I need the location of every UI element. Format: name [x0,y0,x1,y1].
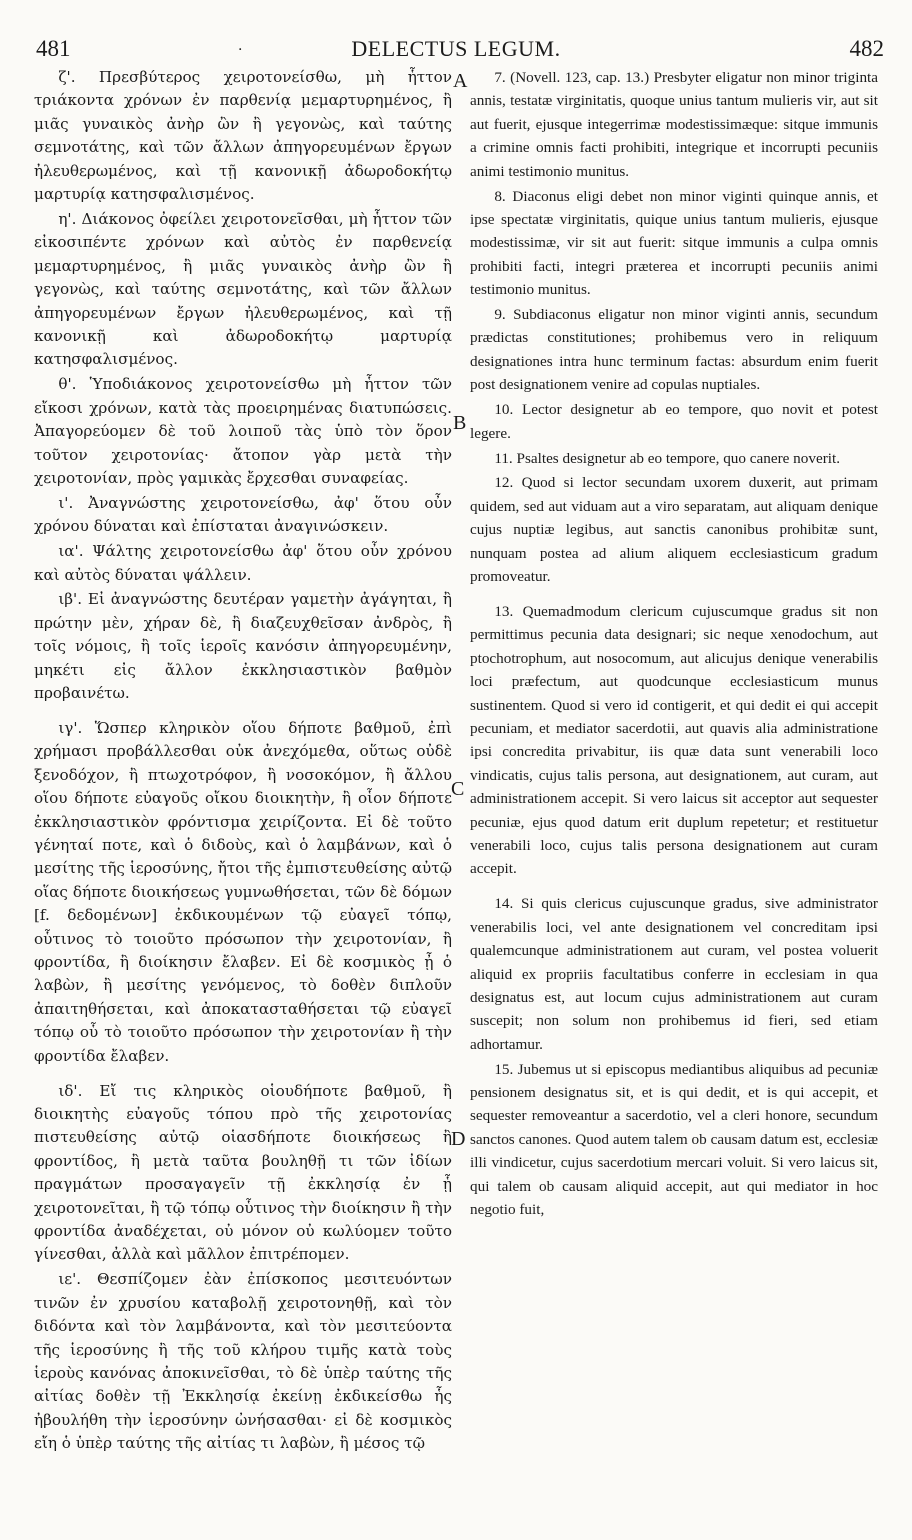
latin-paragraph-13: 13. Quemadmodum clericum cujuscumque gradus sit non permittimus pecunia data designari; sic neque xenodochum, aut ptochotrophum, aut nosocomum, aut alicujus denique venerabilis loci præfectum, aut quodcunque ecclesiasticum munus sustinentem. Quod si vero id contigerit, et qui dedit ei qui accepit pecuniam, et mediator sacerdotii, aut quavis alia administratione ipsi concredita privabitur, iis quæ data sunt venerabili loco vindicatis, cujus talis persona, aut designationem, aut curam, aut administrationem accepit. Si vero laicus sit acceptor aut sequester pecuniæ, ejus quod datum erit duplum repetetur; et restituetur venerabili loco, cujus talis persona designationem aut curam accepit. [470,602,878,878]
margin-letter-a: A [453,70,468,92]
latin-paragraph-7: 7. (Novell. 123, cap. 13.) Presbyter eligatur non minor triginta annis, testatæ virginitatis, quoque unius tantum mulieris vir, aut sit aut fuerit, ejusque integerrimæ modestissimæque: sitque immunis a crimine omnis facti prohibiti, integrique et incorrupti pecuniis animi testimonio munitus. [470,69,878,180]
running-title: DELECTUS LEGUM. [351,36,561,61]
greek-paragraph-11: ια'. Ψάλτης χειροτονείσθω ἀφ' ὅτου οὖν χρόνου καὶ αὐτὸς δύναται ψάλλειν. [34,542,452,584]
latin-column [470,66,878,1223]
latin-paragraph-11: 11. Psaltes designetur ab eo tempore, quo canere noverit. [494,449,840,467]
greek-paragraph-13: ιγ'. Ὥσπερ κληρικὸν οἵου δήποτε βαθμοῦ, ἐπὶ χρήμασι προβάλλεσθαι οὐκ ἀνεχόμεθα, οὕτως οὐδὲ ξενοδόχον, ἢ πτωχοτρόφον, ἢ νοσοκόμον, ἢ ἄλλου οἵου δήποτε εὐαγοῦς οἴκου διοικητὴν, ἢ οἷον δήποτε ἐκκλησιαστικὸν φρόντισμα χειρίζοντα. Εἰ δὲ τοῦτο γένηταί ποτε, καὶ ὁ διδοὺς, καὶ ὁ λαμβάνων, καὶ ὁ μεσίτης τῆς ἱεροσύνης, ἤτοι τῆς ἐμπιστευθείσης αὐτῷ οἵας δήποτε διοικήσεως γυμνωθήσεται, τῶν δὲ δόμων [f. δεδομένων] ἐκδικουμένων τῷ εὐαγεῖ τόπῳ, οὗτινος τὸ τοιοῦτο πρόσωπον τὴν χειροτονίαν, ἢ φροντίδα, ἢ διοίκησιν ἔλαβεν. Εἰ δὲ κοσμικὸς ᾖ ὁ λαβὼν, ἢ μεσίτης γενόμενος, τὸ δοθὲν διπλοῦν ἀπαιτηθήσεται, καὶ ἀποκατασταθήσεται τῷ εὐαγεῖ τόπῳ οὗ τὸ τοιοῦτο πρόσωπον τὴν χειροτονίαν ἢ τὴν φροντίδα ἔλαβεν. [34,718,452,1065]
latin-paragraph-8: 8. Diaconus eligi debet non minor viginti quinque annis, et ipse spectatæ virginitatis, quique unius tantum mulieris, ejusque modestissimæ, vir sit aut fuerit: sitque immunis a culpa omnis prohibiti facti, integri præterea et incorrupti pecuniis animi testimonio munitus. [470,187,878,299]
greek-paragraph-7: ζ'. Πρεσβύτερος χειροτονείσθω, μὴ ἧττον τριάκοντα χρόνων ἐν παρθενίᾳ μεμαρτυρημένος, ἢ μιᾶς γυναικὸς ἀνὴρ ὢν ἢ γεγονὼς, καὶ ταύτης σεμνοτάτης, καὶ τῶν ἄλλων ἀπηγορευμένων ἔργων ἠλευθερωμένος, καὶ τῇ κανονικῇ ἀδωροδοκήτῳ μαρτυρίᾳ κατησφαλισμένος. [34,68,452,204]
latin-paragraph-10: 10. Lector designetur ab eo tempore, quo novit et potest legere. [470,401,878,442]
greek-paragraph-15: ιε'. Θεσπίζομεν ἐὰν ἐπίσκοπος μεσιτευόντων τινῶν ἐν χρυσίου καταβολῇ χειροτονηθῇ, καὶ τὸν διδόντα καὶ τὸν λαμβάνοντα, καὶ τὸν μεσιτεύοντα τῆς ἱεροσύνης ἢ τῆς τοῦ κλήρου τιμῆς κατὰ τοὺς ἱεροὺς κανόνας ἀποκινεῖσθαι, τὸ δὲ ὑπὲρ ταύτης τῆς αἰτίας δοθὲν τῇ Ἐκκλησίᾳ ἐκείνῃ ἐκδικείσθω ἧς ἠβουλήθη τὴν ἱεροσύνην ὠνήσασθαι· εἰ δὲ κοσμικὸς εἴη ὁ ὑπὲρ ταύτης τῆς αἰτίας τι λαβὼν, ἢ μέσος τῷ [34,1270,452,1453]
latin-paragraph-15: 15. Jubemus ut si episcopus mediantibus aliquibus ad pecuniæ pensionem designatus sit, et is qui dedit, et is qui accepit, et sequester removeantur a sacerdotio, vel a cleri honore, secundum sanctos canones. Quod autem talem ob causam datum est, ecclesiæ illi vindicetur, cujus sacerdotium mercari voluit. Si vero laicus sit, qui talem ob causam aliquid accepit, aut qui mediator in hoc negotio fuit, [470,1060,878,1219]
latin-paragraph-14: 14. Si quis clericus cujuscunque gradus, sive administrator venerabilis loci, vel ante designationem vel concreditam ipsi qualemcunque administrationem aut curam, vel postea voluerit aliquid ex propriis facultatibus conferre in ecclesiam in qua designatus est, aut locum cujus administrationem aut curam suscepit; non solum non prohibemus id fieri, sed etiam adhortamur. [470,895,878,1053]
margin-letter-c: C [451,778,465,800]
latin-paragraph-9: 9. Subdiaconus eligatur non minor viginti annis, secundum prædictas constitutiones; prohibemus vero in reliquum designationes intra hunc terminum factas: absurdum enim fuerit post designationem venire ad copulas nuptiales. [470,306,878,394]
greek-paragraph-8: η'. Διάκονος ὀφείλει χειροτονεῖσθαι, μὴ ἧττον τῶν εἰκοσιπέντε χρόνων καὶ αὐτὸς ἐν παρθενείᾳ μεμαρτυρημένος, ἢ μιᾶς γυναικὸς ἀνὴρ ὢν ἢ γεγονὼς, καὶ ταύτης σεμνοτάτης, καὶ τῶν ἄλλων ἀπηγορευμένων ἔργων ἠλευθερωμένος, καὶ τῇ κανονικῇ καὶ ἀδωροδοκήτῳ μαρτυρίᾳ κατησφαλισμένος. [34,209,452,369]
page-number-left: 481 [36,36,71,61]
header-dot: · [238,42,243,58]
greek-paragraph-14: ιδ'. Εἴ τις κληρικὸς οἱουδήποτε βαθμοῦ, ἢ διοικητὴς εὐαγοῦς τόπου πρὸ τῆς χειροτονίας πιστευθείσης αὐτῷ οἱασδήποτε διοικήσεως ἢ φροντίδος, ἢ μετὰ ταῦτα βουληθῇ τι τῶν ἰδίων πραγμάτων προσαγαγεῖν τῇ ἐκκλησίᾳ ἐν ᾗ χειροτονεῖται, ἢ τῷ τόπῳ οὗτινος τὴν διοίκησιν ἢ τὴν φροντίδα ἀναδέχεται, οὐ μόνον οὐ κωλύομεν τοῦτο γίνεσθαι, ἀλλὰ καὶ μᾶλλον ἐπιτρέπομεν. [34,1081,452,1264]
greek-column [34,66,452,1457]
running-header [28,36,884,64]
margin-letter-b: B [453,412,467,434]
greek-paragraph-9: θ'. Ὑποδιάκονος χειροτονείσθω μὴ ἧττον τῶν εἴκοσι χρόνων, κατὰ τὰς προειρημένας διατυπώσεις. Ἀπαγορεύομεν δὲ τοῦ λοιποῦ τὰς ὑπὸ τὸν ὅρον τοῦτον χειροτονίας· ἄτοπον γὰρ μετὰ τὴν χειροτονίαν, πρὸς γαμικὰς ἔρχεσθαι συναφείας. [34,375,452,487]
latin-paragraph-12: 12. Quod si lector secundam uxorem duxerit, aut primam quidem, sed aut viduam aut a viro separatam, aut aliquam denique cujus nuptiæ legibus, aut sanctis canonibus prohibitæ sunt, nunquam postea ad alium aliquem ecclesiasticum gradum promoveatur. [470,474,878,586]
greek-paragraph-12: ιβ'. Εἰ ἀναγνώστης δευτέραν γαμετὴν ἀγάγηται, ἢ πρώτην μὲν, χήραν δὲ, ἢ διαζευχθεῖσαν ἀνδρὸς, ἢ τοῖς νόμοις, ἢ τοῖς ἱεροῖς κανόσιν ἀπηγορευμένην, μηκέτι εἰς ἄλλον ἐκκλησιαστικὸν βαθμὸν προβαινέτω. [34,590,452,703]
margin-letter-d: D [451,1128,466,1150]
greek-paragraph-10: ι'. Ἀναγνώστης χειροτονείσθω, ἀφ' ὅτου οὖν χρόνου δύναται καὶ ἐπίσταται ἀναγινώσκειν. [34,493,452,536]
page-number-right: 482 [849,36,884,61]
